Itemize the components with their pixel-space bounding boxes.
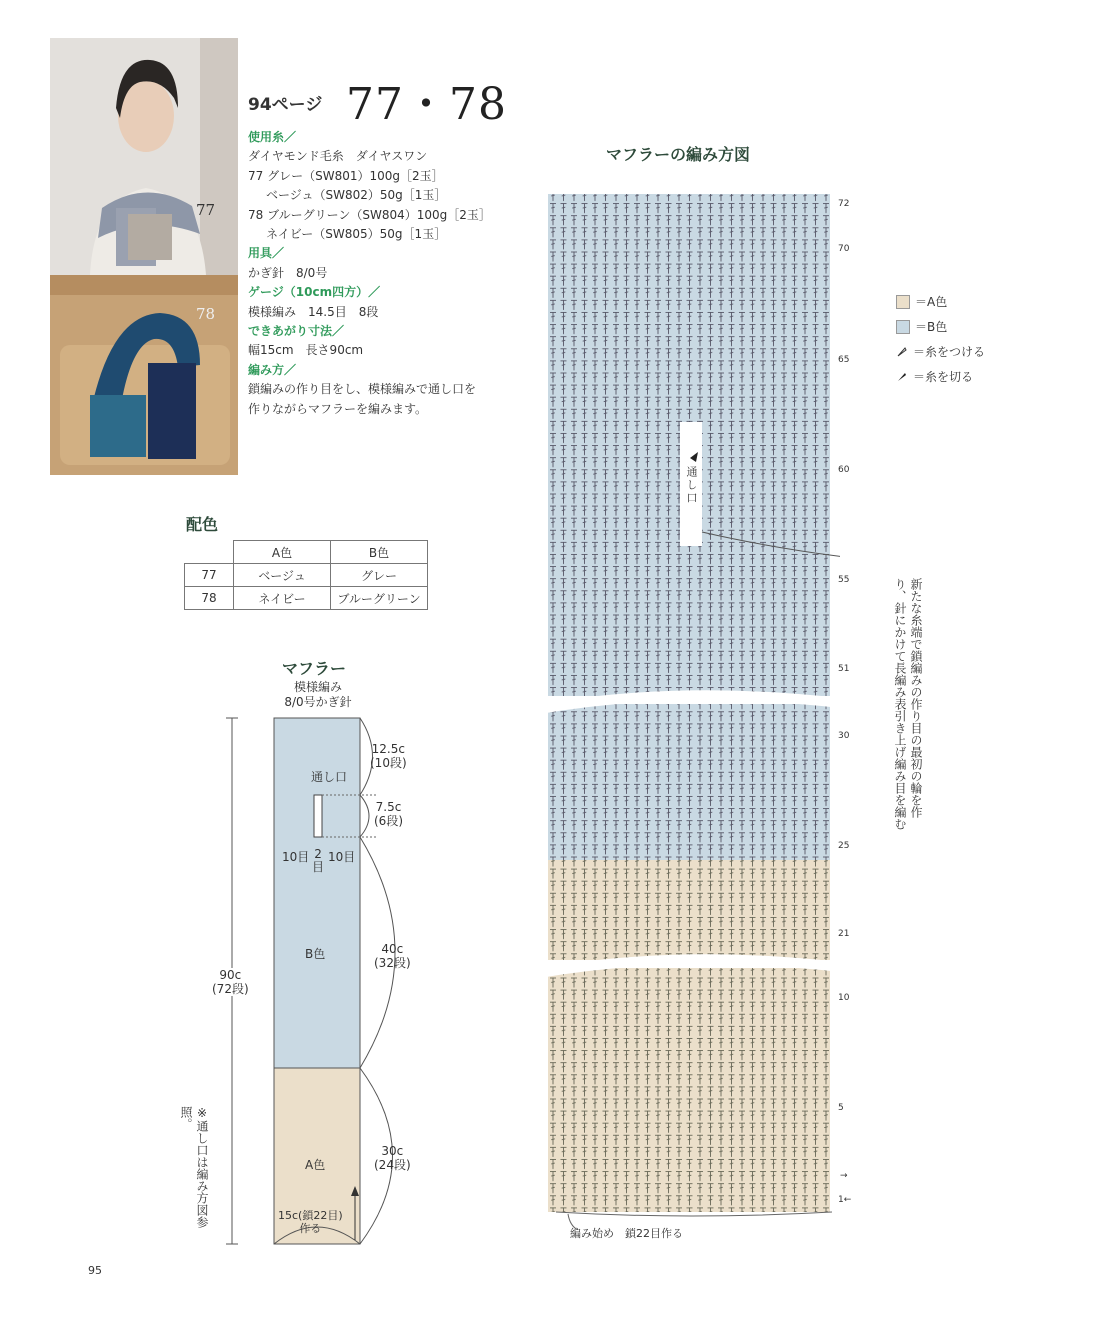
- stitch-mid-unit: 目: [312, 860, 325, 874]
- gauge-heading: ゲージ（10cm四方）／: [248, 285, 381, 300]
- start-chain-action: 作る: [299, 1222, 322, 1235]
- dim-value: 12.5c: [371, 742, 405, 756]
- legend-a-label: ＝A色: [915, 295, 948, 309]
- muffler-stitch: 模様編み: [293, 680, 342, 694]
- dim-total: [212, 968, 249, 996]
- start-chain-value: 15c(鎖22目): [278, 1209, 343, 1222]
- yarn-78-a: 78 ブルーグリーン（SW804）100g［2玉］: [248, 207, 491, 222]
- dim-rows: (24段): [374, 1158, 411, 1172]
- table-cell: ブルーグリーン: [331, 587, 428, 610]
- page-reference: 94ページ: [248, 95, 323, 115]
- table-row: [185, 564, 428, 587]
- photo-label-77: 77: [196, 201, 216, 219]
- a-color-label: A色: [305, 1158, 326, 1172]
- dim-rows: (6段): [374, 814, 403, 828]
- dim-30: [374, 1144, 411, 1172]
- row-number: 70: [838, 244, 850, 254]
- photo-77: [50, 38, 238, 275]
- yarn-brand: ダイヤモンド毛糸 ダイヤスワン: [248, 149, 428, 164]
- legend-b-label: ＝B色: [915, 320, 948, 334]
- size-text: 幅15cm 長さ90cm: [248, 343, 364, 358]
- dim-rows: (10段): [370, 756, 407, 770]
- size-heading: できあがり寸法／: [248, 324, 345, 339]
- dim-12-5: [370, 742, 407, 770]
- row-number: 55: [838, 575, 850, 585]
- start-chain-label: [278, 1209, 343, 1235]
- chart-hole-label: 通し口: [685, 466, 698, 505]
- color-scheme-table: [184, 540, 428, 610]
- row-number: 5: [838, 1103, 844, 1113]
- row-number: 72: [838, 199, 850, 209]
- stitch-left: 10目: [282, 850, 310, 864]
- pattern-info: [248, 128, 491, 419]
- yarn-heading: 使用糸／: [248, 130, 297, 144]
- yarn-77-a: 77 グレー（SW801）100g［2玉］: [248, 168, 444, 183]
- pattern-number: 77・78: [346, 79, 507, 130]
- hole-label: 通し口: [311, 770, 348, 784]
- legend: [896, 289, 985, 389]
- tool-text: かぎ針 8/0号: [248, 265, 328, 280]
- yarn-77-b: ベージュ（SW802）50g［1玉］: [266, 188, 447, 203]
- hole-note: ※通し口は編み方図参照。: [179, 1106, 209, 1228]
- chart-b-stitches-mid: [548, 704, 830, 860]
- dim-7-5: [374, 800, 403, 828]
- cut-yarn-icon: [896, 371, 908, 383]
- photo-label-78: 78: [196, 305, 216, 323]
- table-header: A色: [234, 541, 331, 564]
- dim-rows: (32段): [374, 956, 411, 970]
- muffler-hook: 8/0号かぎ針: [284, 695, 352, 709]
- muffler-subtitle: [270, 680, 366, 710]
- legend-cut-label: ＝糸を切る: [913, 370, 974, 384]
- dim-40: [374, 942, 411, 970]
- row-number: 65: [838, 355, 850, 365]
- attach-yarn-icon: [896, 346, 908, 358]
- row-number: 10: [838, 993, 850, 1003]
- dim-rows: (72段): [212, 982, 249, 996]
- table-cell: 77: [185, 564, 234, 587]
- legend-cut: [896, 364, 985, 389]
- table-row: [185, 587, 428, 610]
- stitch-right: 10目: [328, 850, 356, 864]
- hole-rect: [314, 795, 322, 837]
- row-number: 25: [838, 841, 850, 851]
- stitch-mid-num: 2: [314, 847, 322, 861]
- table-cell: グレー: [331, 564, 428, 587]
- row-number: 30: [838, 731, 850, 741]
- color-scheme-title: 配色: [186, 515, 219, 534]
- swatch-b-icon: [896, 320, 910, 334]
- chart-a-stitches-mid: [548, 860, 830, 960]
- row-arrow: →: [840, 1171, 848, 1181]
- dim-value: 30c: [381, 1144, 404, 1158]
- method-line-2: 作りながらマフラーを編みます。: [248, 401, 428, 416]
- row-number: 1←: [838, 1195, 852, 1205]
- row-number: 60: [838, 465, 850, 475]
- dim-value: 40c: [381, 942, 404, 956]
- b-color-label: B色: [305, 947, 326, 961]
- swatch-a-icon: [896, 295, 910, 309]
- row-number: 21: [838, 929, 850, 939]
- stitch-mid: [312, 848, 324, 874]
- table-cell: ベージュ: [234, 564, 331, 587]
- legend-a: [896, 289, 985, 314]
- gauge-text: 模様編み 14.5目 8段: [248, 304, 379, 319]
- chart-start-label: 編み始め 鎖22目作る: [570, 1227, 683, 1240]
- chart-side-note: 新たな糸端で鎖編みの作り目の最初の輪を作り、針にかけて長編み表引き上げ編み目を編む: [893, 578, 923, 830]
- dim-value: 90c: [219, 968, 242, 982]
- legend-b: [896, 314, 985, 339]
- table-header: B色: [331, 541, 428, 564]
- method-heading: 編み方／: [248, 362, 297, 377]
- muffler-title: マフラー: [282, 659, 347, 678]
- chart-a-stitches-bottom: [548, 968, 830, 1212]
- table-row: [185, 541, 428, 564]
- legend-attach: [896, 339, 985, 364]
- table-cell: 78: [185, 587, 234, 610]
- chart-title: マフラーの編み方図: [606, 145, 751, 164]
- table-corner: [185, 541, 234, 564]
- legend-attach-label: ＝糸をつける: [913, 345, 986, 359]
- yarn-78-b: ネイビー（SW805）50g［1玉］: [266, 227, 447, 242]
- crochet-chart: [540, 190, 840, 1230]
- method-line-1: 鎖編みの作り目をし、模様編みで通し口を: [248, 382, 477, 397]
- page-number: 95: [88, 1264, 102, 1277]
- table-cell: ネイビー: [234, 587, 331, 610]
- dim-value: 7.5c: [375, 800, 402, 814]
- row-number: 51: [838, 664, 850, 674]
- tool-heading: 用具／: [248, 246, 285, 261]
